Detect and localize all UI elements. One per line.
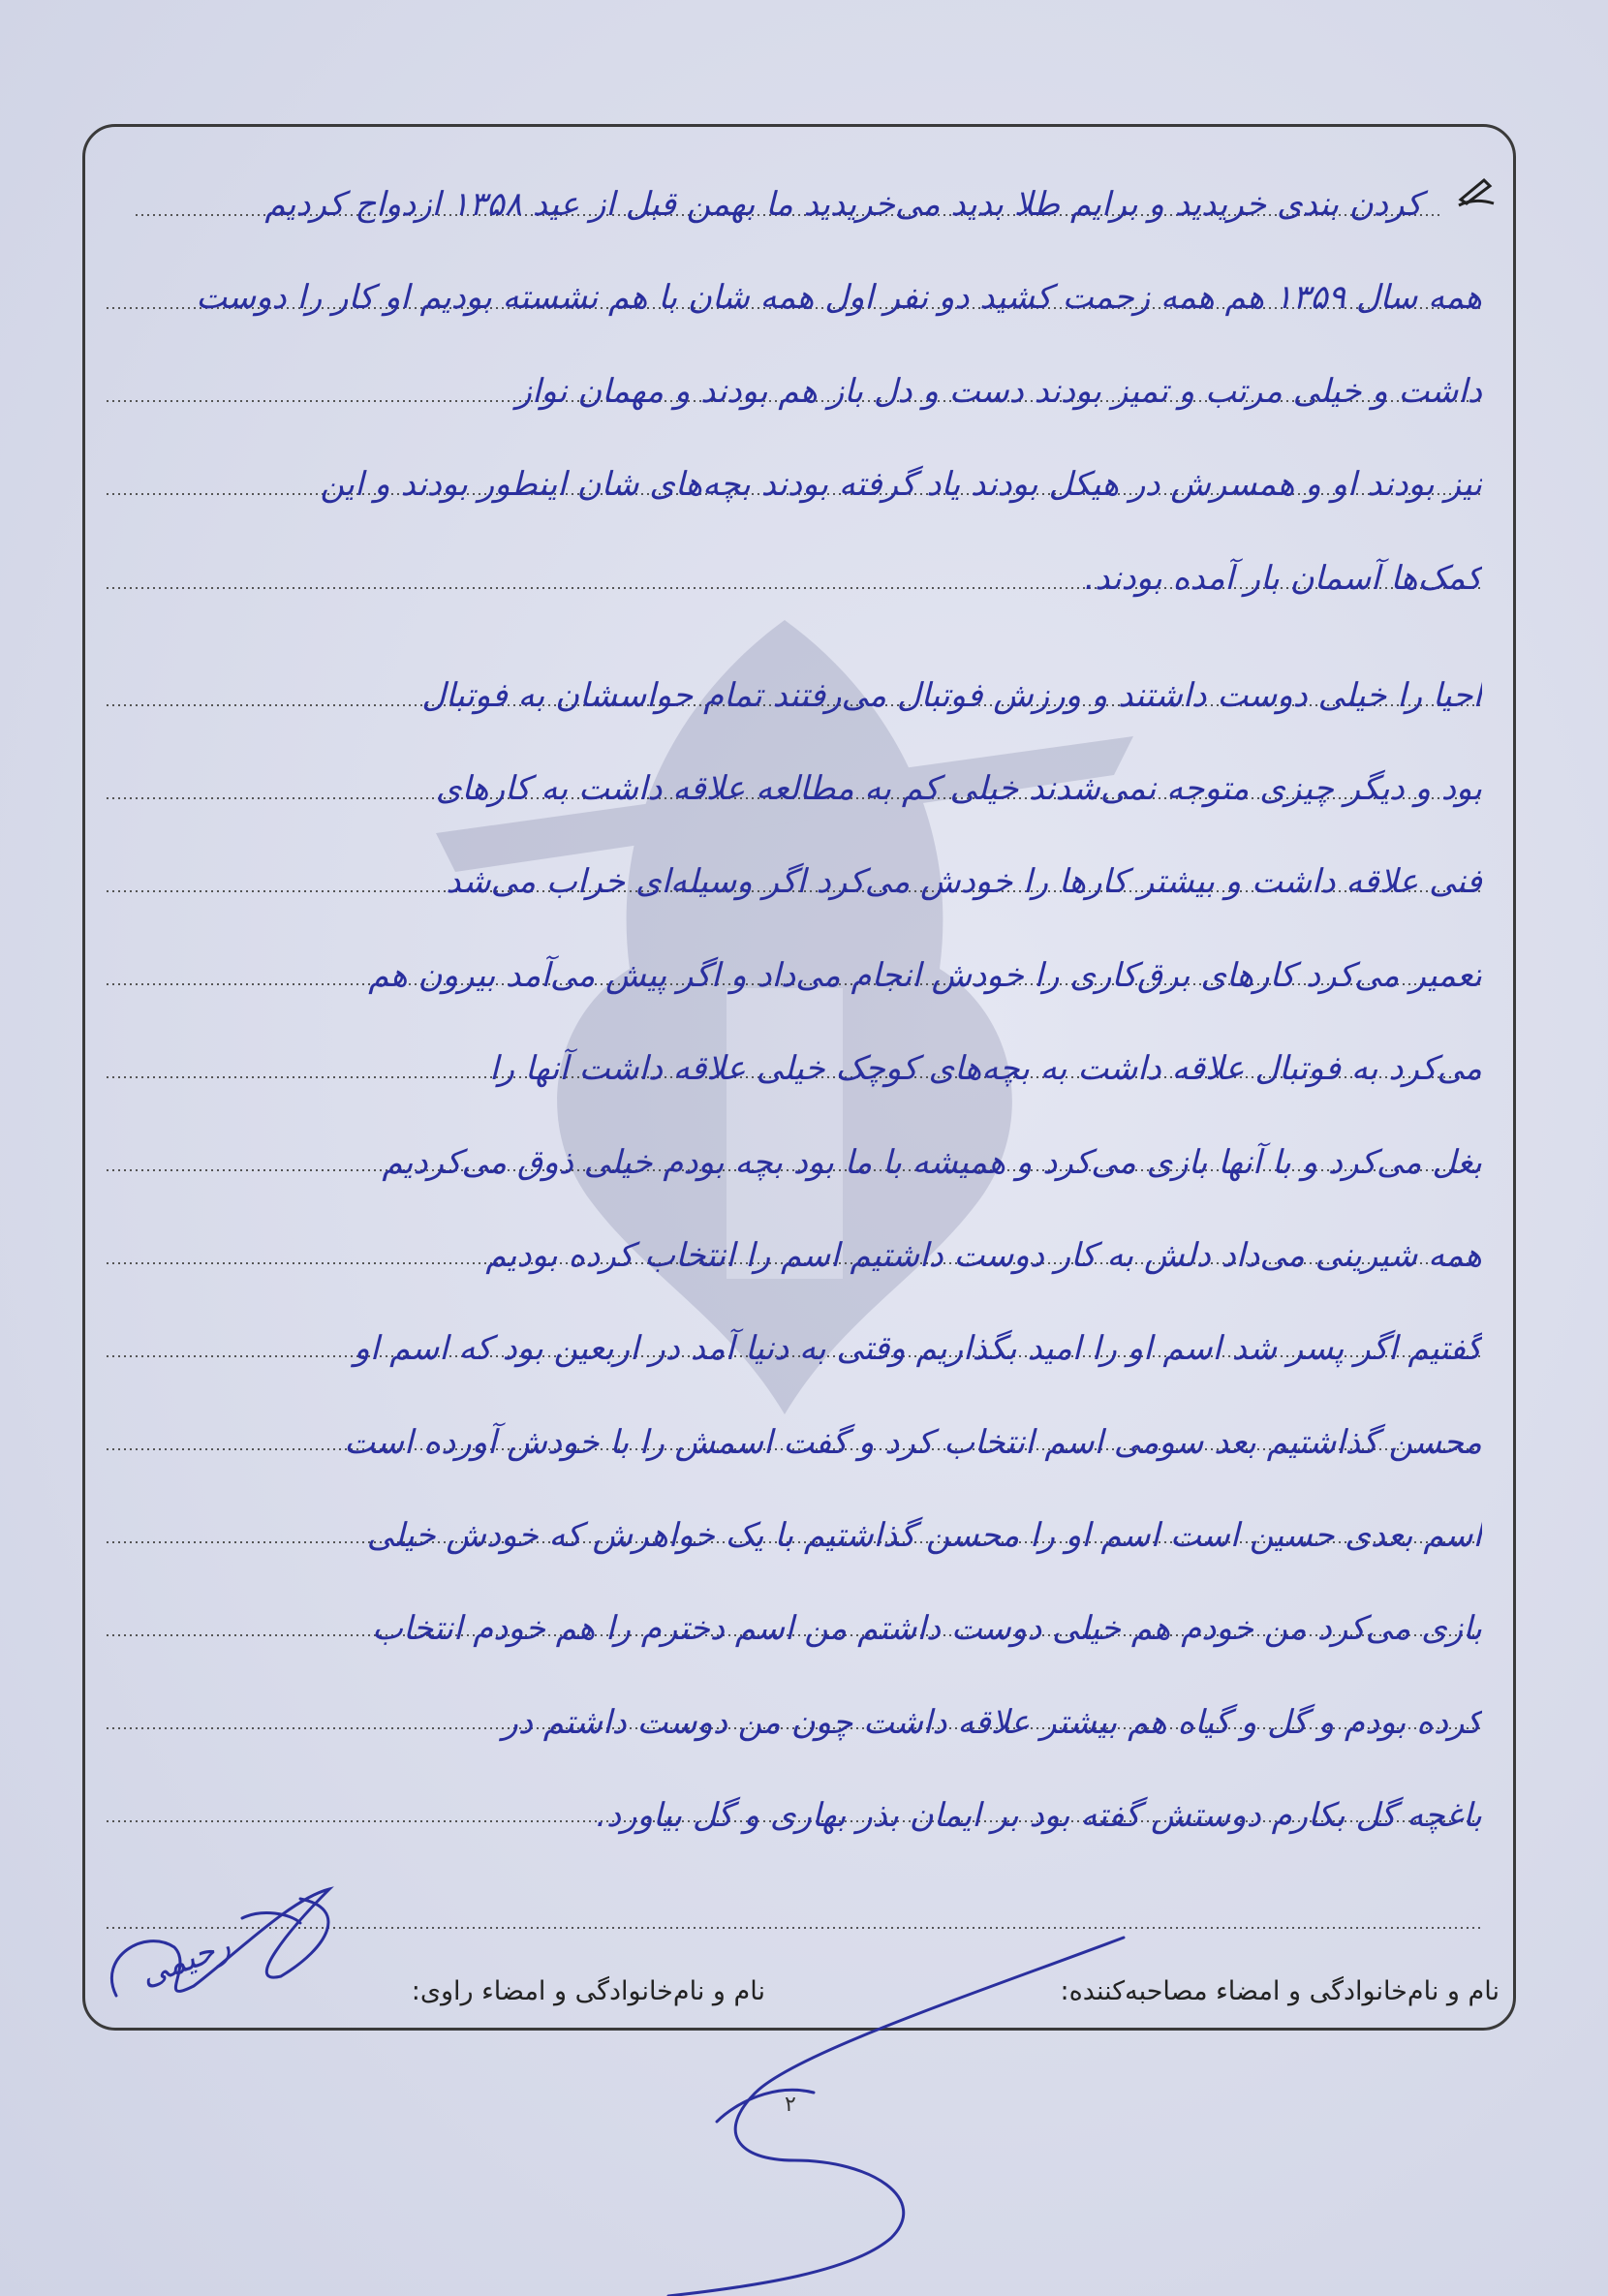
narrator-signature-label: نام و نام‌خانوادگی و امضاء راوی: bbox=[411, 1976, 765, 2006]
text-line: فنی علاقه داشت و بیشتر کارها را خودش می‌کرد اگر وسیله‌ای خراب می‌شد bbox=[446, 862, 1482, 902]
text-line: تعمیر می‌کرد کارهای برق‌کاری را خودش انجام می‌داد و اگر پیش می‌آمد بیرون هم bbox=[368, 955, 1482, 995]
text-line: کردن بندی خریدید و برایم طلا بدید می‌خریدید ما بهمن قبل از عید ۱۳۵۸ ازدواج کردیم bbox=[264, 185, 1422, 224]
text-line: همه سال ۱۳۵۹ هم همه زحمت کشید دو نفر اول همه شان با هم نشسته بودیم او کار را دوست bbox=[196, 278, 1482, 318]
text-line: بود و دیگر چیزی متوجه نمی‌شدند خیلی کم به مطالعه علاقه داشت به کارهای bbox=[435, 768, 1482, 808]
text-line: داشت و خیلی مرتب و تمیز بودند دست و دل باز هم بودند و مهمان نواز bbox=[515, 371, 1482, 411]
text-line: گفتیم اگر پسر شد اسم او را امید بگذاریم وقتی به دنیا آمد در اربعین بود که اسم او bbox=[354, 1329, 1482, 1369]
signature-text: رحیمی bbox=[135, 1926, 236, 1995]
handwritten-text bbox=[107, 171, 1482, 1876]
text-line: کمک‌ها آسمان بار آمده بودند. bbox=[1084, 558, 1482, 598]
text-line: احیا را خیلی دوست داشتند و ورزش فوتبال می‌رفتند تمام حواسشان به فوتبال bbox=[421, 675, 1482, 715]
text-line: باغچه گل بکارم دوستش گفته بود بر ایمان بذر بهاری و گل بیاورد. bbox=[596, 1796, 1482, 1836]
text-line: کرده بودم و گل و گیاه هم بیشتر علاقه داشت چون من دوست داشتم در bbox=[502, 1702, 1482, 1742]
interviewer-signature-label: نام و نام‌خانوادگی و امضاء مصاحبه‌کننده: bbox=[1060, 1976, 1500, 2006]
text-line: اسم بعدی حسین است اسم او را محسن گذاشتیم با یک خواهرش که خودش خیلی bbox=[366, 1516, 1482, 1556]
text-line: بغل می‌کرد و با آنها بازی می‌کرد و همیشه با ما بود بچه بودم خیلی ذوق می‌کردیم bbox=[382, 1142, 1482, 1182]
text-line: همه شیرینی می‌داد دلش به کار دوست داشتیم اسم را انتخاب کرده بودیم bbox=[485, 1235, 1482, 1275]
text-line: نیز بودند او و همسرش در هیکل بودند یاد گرفته بودند بچه‌های شان اینطور بودند و این bbox=[320, 465, 1482, 505]
text-line: می‌کرد به فوتبال علاقه داشت به بچه‌های کوچک خیلی علاقه داشت آنها را bbox=[489, 1049, 1482, 1089]
text-line: محسن گذاشتیم بعد سومی اسم انتخاب کرد و گفت اسمش را با خودش آورده است bbox=[344, 1422, 1482, 1462]
page-number: ۲ bbox=[785, 2093, 796, 2117]
text-line: بازی می‌کرد من خودم هم خیلی دوست داشتم من اسم دخترم را هم خودم انتخاب bbox=[371, 1609, 1482, 1649]
